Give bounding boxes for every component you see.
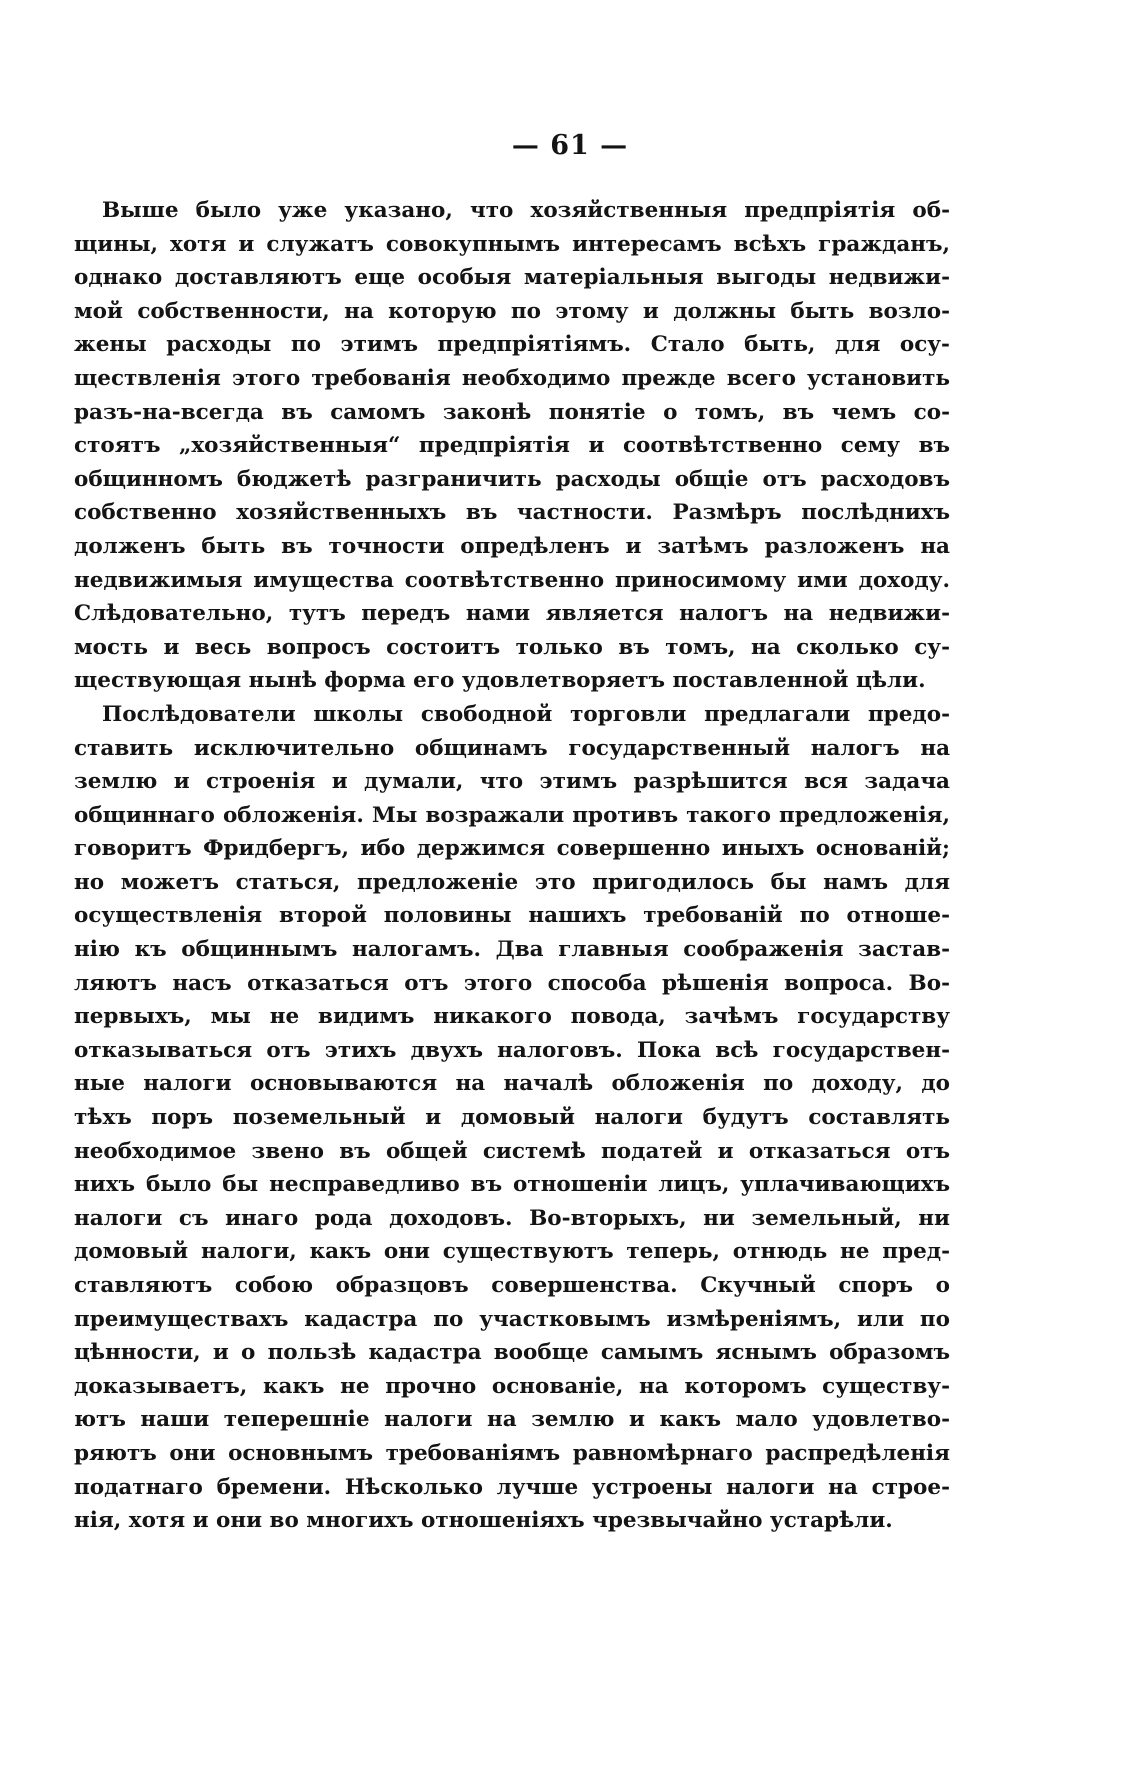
text-line: ществующая нынѣ форма его удовлетворяетъ поставленной цѣли. (74, 668, 926, 694)
text-line: ставить исключительно общинамъ государственный налогъ на (74, 735, 950, 761)
text-line: разъ-на-всегда въ самомъ законѣ понятіе о томъ, въ чемъ со- (74, 399, 950, 425)
text-line: осуществленія второй половины нашихъ требованій по отноше- (74, 903, 950, 929)
text-line: ютъ наши теперешніе налоги на землю и какъ мало удовлетво- (74, 1407, 950, 1433)
text-line: однако доставляютъ еще особыя матеріальныя выгоды недвижи- (74, 265, 950, 291)
text-line: общиннаго обложенія. Мы возражали противъ такого предложенія, (74, 802, 950, 828)
body-text (74, 194, 950, 1538)
text-line: стоятъ „хозяйственныя“ предпріятія и соотвѣтственно сему въ (74, 433, 950, 459)
text-line: жены расходы по этимъ предпріятіямъ. Стало быть, для осу- (74, 332, 950, 358)
text-line: ные налоги основываются на началѣ обложенія по доходу, до (74, 1071, 950, 1097)
paragraph-2 (74, 698, 950, 1538)
text-line: щины, хотя и служатъ совокупнымъ интересамъ всѣхъ гражданъ, (74, 231, 950, 257)
paragraph-1 (74, 194, 950, 698)
text-line: мость и весь вопросъ состоитъ только въ томъ, на сколько су- (74, 634, 950, 660)
text-line: общинномъ бюджетѣ разграничить расходы общіе отъ расходовъ (74, 466, 950, 492)
text-line: Слѣдовательно, тутъ передъ нами является налогъ на недвижи- (74, 601, 950, 627)
text-line: ществленія этого требованія необходимо прежде всего установить (74, 365, 950, 391)
text-line: мой собственности, на которую по этому и должны быть возло- (74, 298, 950, 324)
text-line: нію къ общиннымъ налогамъ. Два главныя соображенія застав- (74, 937, 950, 963)
text-line: налоги съ инаго рода доходовъ. Во-вторыхъ, ни земельный, ни (74, 1205, 950, 1231)
text-line: первыхъ, мы не видимъ никакого повода, зачѣмъ государству (74, 1004, 950, 1030)
text-line: необходимое звено въ общей системѣ податей и отказаться отъ (74, 1138, 950, 1164)
text-line: землю и строенія и думали, что этимъ разрѣшится вся задача (74, 769, 950, 795)
text-line: доказываетъ, какъ не прочно основаніе, на которомъ существу- (74, 1373, 950, 1399)
text-line: цѣнности, и о пользѣ кадастра вообще самымъ яснымъ образомъ (74, 1340, 950, 1366)
text-line: Выше было уже указано, что хозяйственныя предпріятія об- (102, 198, 950, 223)
text-line: преимуществахъ кадастра по участковымъ измѣреніямъ, или по (74, 1306, 950, 1332)
text-line: долженъ быть въ точности опредѣленъ и затѣмъ разложенъ на (74, 533, 950, 559)
text-line: нихъ было бы несправедливо въ отношеніи лицъ, уплачивающихъ (74, 1172, 950, 1198)
text-line: податнаго бремени. Нѣсколько лучше устроены налоги на строе- (74, 1474, 950, 1500)
text-line: говоритъ Фридбергъ, ибо держимся совершенно иныхъ основаній; (74, 836, 950, 862)
page-number: — 61 — (511, 130, 629, 161)
text-line: ляютъ насъ отказаться отъ этого способа рѣшенія вопроса. Во- (74, 970, 950, 996)
text-line: Послѣдователи школы свободной торговли предлагали предо- (102, 701, 950, 727)
text-line: недвижимыя имущества соотвѣтственно приносимому ими доходу. (74, 567, 950, 593)
text-line: тѣхъ поръ поземельный и домовый налоги будутъ составлять (74, 1105, 950, 1131)
text-line: отказываться отъ этихъ двухъ налоговъ. Пока всѣ государствен- (74, 1037, 950, 1063)
text-line: собственно хозяйственныхъ въ частности. Размѣръ послѣднихъ (74, 500, 950, 526)
text-line: домовый налоги, какъ они существуютъ теперь, отнюдь не пред- (74, 1239, 950, 1265)
text-line: нія, хотя и они во многихъ отношеніяхъ чрезвычайно устарѣли. (74, 1508, 893, 1534)
text-line: ставляютъ собою образцовъ совершенства. Скучный споръ о (74, 1273, 950, 1298)
text-line: ряютъ они основнымъ требованіямъ равномѣрнаго распредѣленія (74, 1440, 950, 1466)
text-line: но можетъ статься, предложеніе это пригодилось бы намъ для (74, 869, 950, 895)
